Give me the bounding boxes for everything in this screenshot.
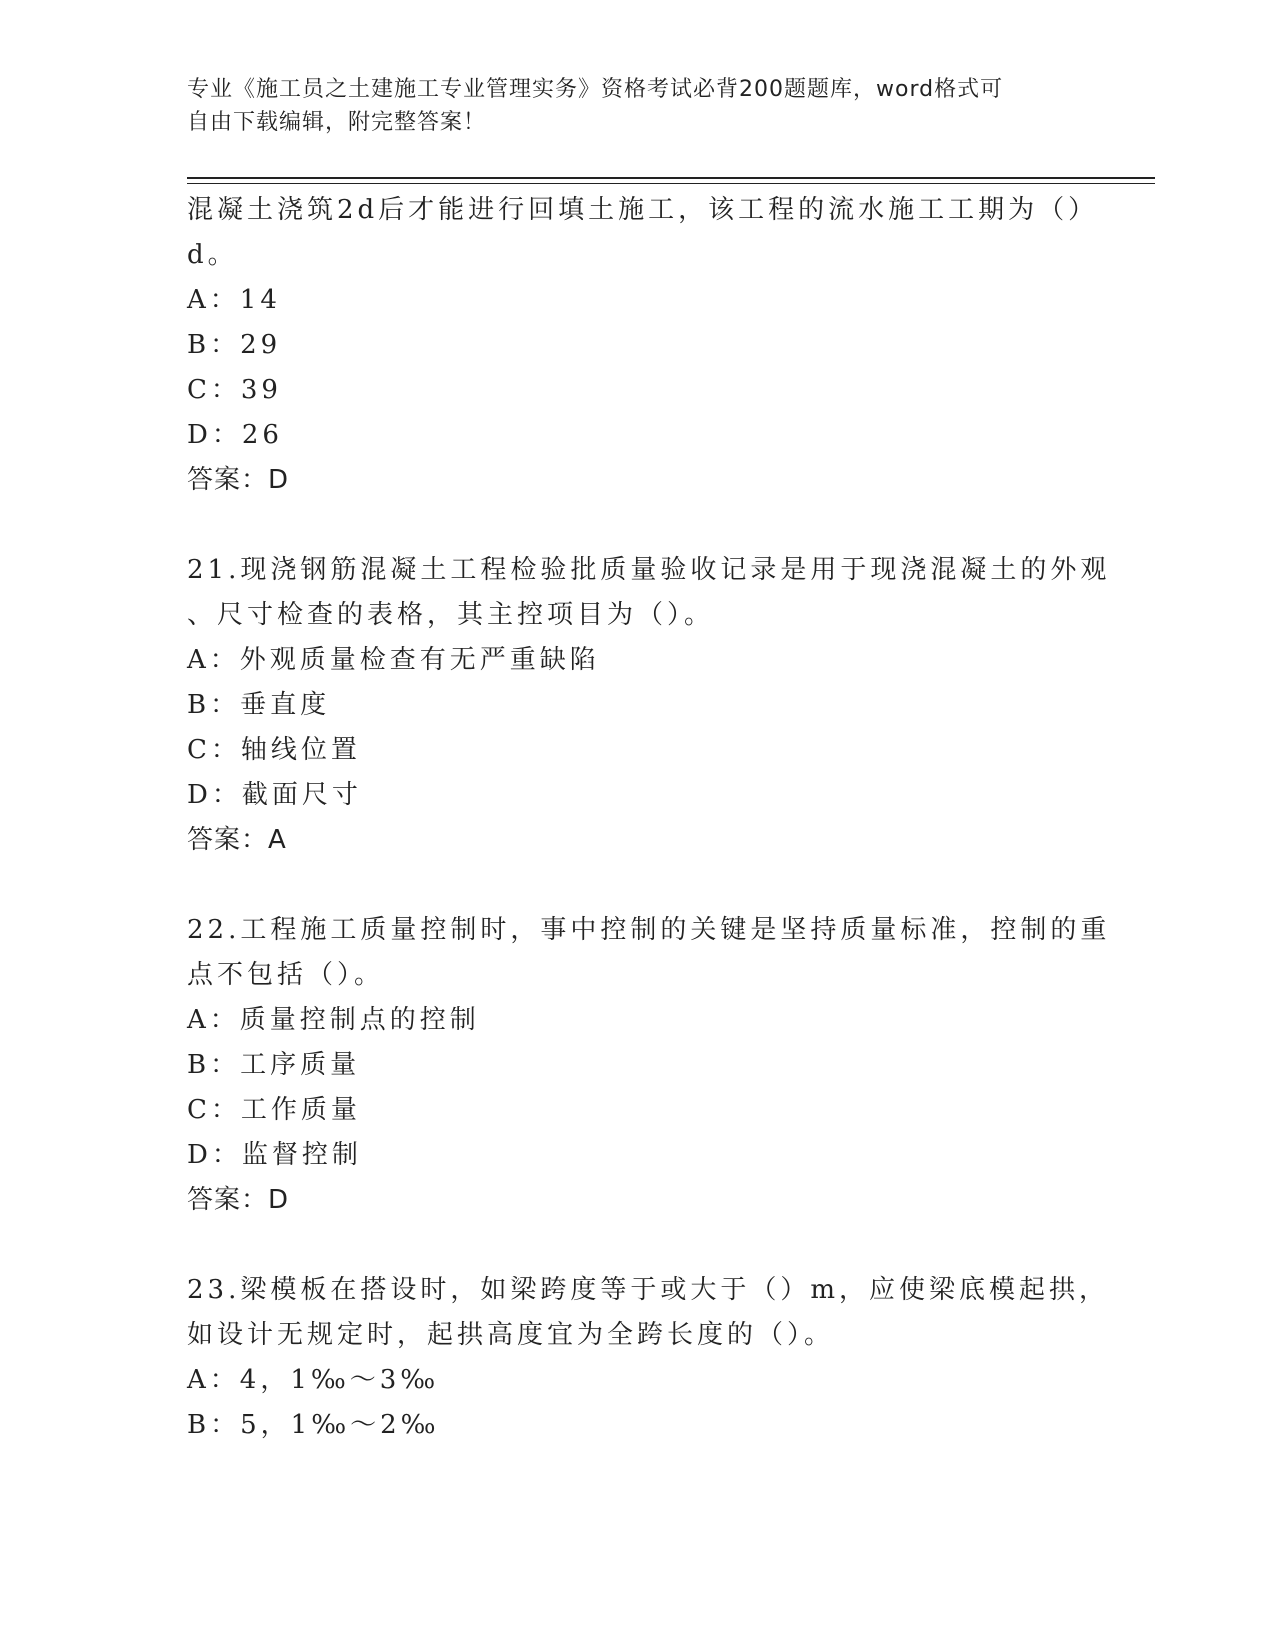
- spacer: [187, 503, 1087, 548]
- document-header: [187, 73, 1077, 139]
- answer: 答案：D: [187, 1185, 290, 1215]
- question-22: [187, 908, 1111, 1223]
- question-21: [187, 548, 1111, 863]
- option-a: A：4，1‰～3‰: [187, 1365, 440, 1395]
- answer: 答案：A: [187, 825, 287, 855]
- question-text: d。: [187, 240, 238, 270]
- question-text: 21.现浇钢筋混凝土工程检验批质量验收记录是用于现浇混凝土的外观: [187, 555, 1111, 585]
- question-20: [187, 188, 1099, 503]
- spacer: [187, 1223, 1087, 1268]
- option-a: A：质量控制点的控制: [187, 1005, 480, 1035]
- option-d: D：截面尺寸: [187, 780, 362, 810]
- option-d: D：26: [187, 420, 283, 450]
- question-text: 、尺寸检查的表格，其主控项目为（）。: [187, 600, 715, 630]
- header-line-2: 自由下载编辑，附完整答案！: [187, 110, 487, 135]
- question-text: 混凝土浇筑2d后才能进行回填土施工，该工程的流水施工工期为（）: [187, 195, 1099, 225]
- option-b: B：29: [187, 330, 282, 360]
- question-text: 如设计无规定时，起拱高度宜为全跨长度的（）。: [187, 1320, 835, 1350]
- option-b: B：工序质量: [187, 1050, 361, 1080]
- spacer: [187, 863, 1087, 908]
- question-23: [187, 1268, 1110, 1448]
- header-line-1: 专业《施工员之土建施工专业管理实务》资格考试必背200题题库，word格式可: [187, 77, 1004, 102]
- option-c: C：工作质量: [187, 1095, 361, 1125]
- option-b: B：垂直度: [187, 690, 331, 720]
- option-b: B：5，1‰～2‰: [187, 1410, 440, 1440]
- question-text: 23.梁模板在搭设时，如梁跨度等于或大于（）m，应使梁底模起拱，: [187, 1275, 1110, 1305]
- header-rule-thick: [187, 177, 1155, 179]
- question-text: 点不包括（）。: [187, 960, 385, 990]
- header-rule-thin: [187, 183, 1155, 184]
- option-c: C：39: [187, 375, 282, 405]
- question-list: [187, 188, 1111, 1448]
- option-a: A：14: [187, 285, 281, 315]
- answer: 答案：D: [187, 465, 290, 495]
- option-a: A：外观质量检查有无严重缺陷: [187, 645, 600, 675]
- question-text: 22.工程施工质量控制时，事中控制的关键是坚持质量标准，控制的重: [187, 915, 1111, 945]
- option-c: C：轴线位置: [187, 735, 361, 765]
- option-d: D：监督控制: [187, 1140, 362, 1170]
